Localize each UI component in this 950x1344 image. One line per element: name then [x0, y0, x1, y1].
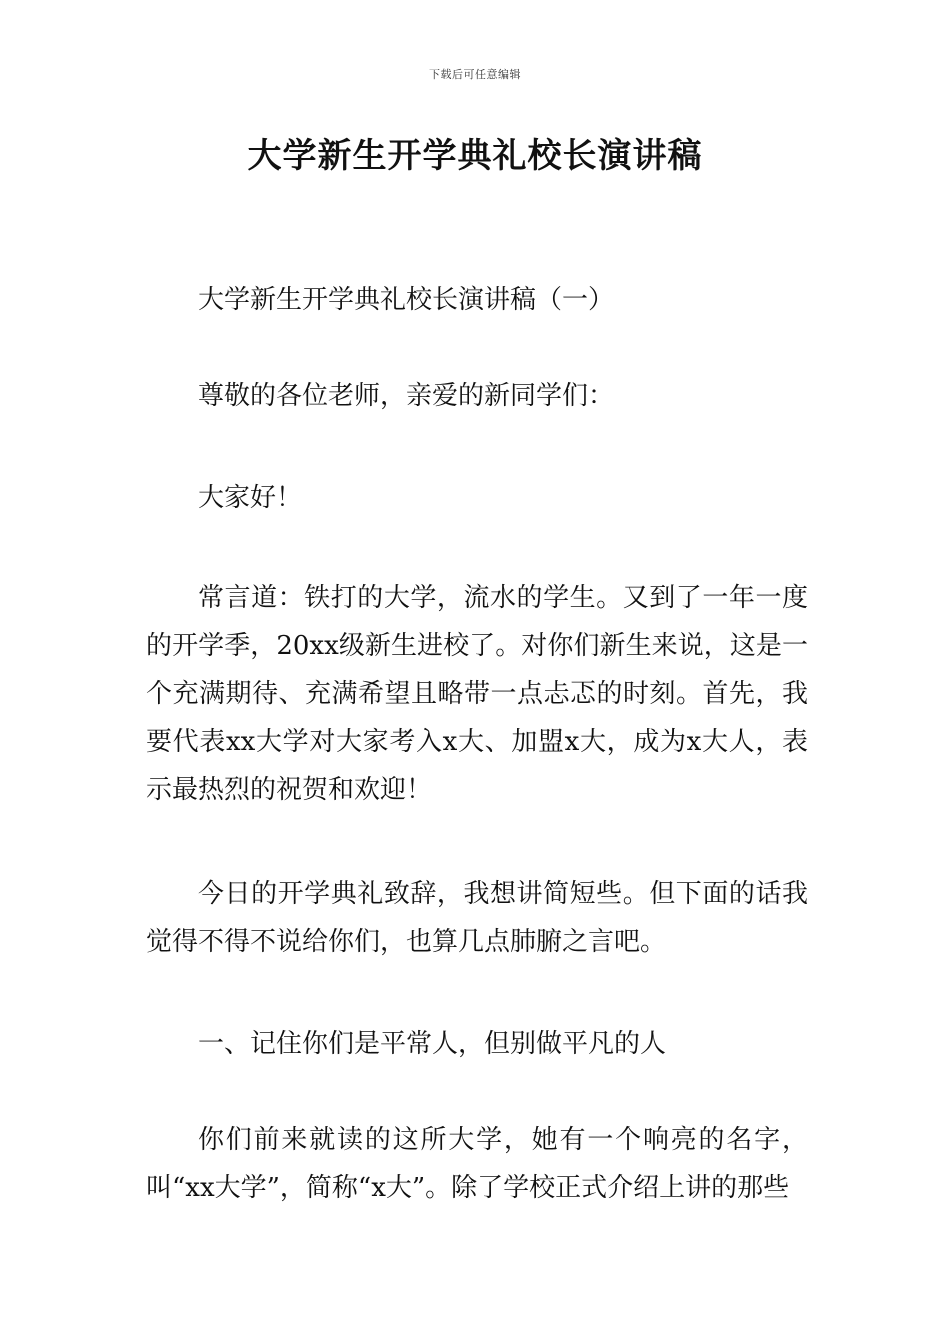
paragraph-intro: 今日的开学典礼致辞，我想讲简短些。但下面的话我觉得不得不说给你们，也算几点肺腑之言吧。: [146, 879, 808, 957]
document-title: 大学新生开学典礼校长演讲稿: [247, 136, 703, 176]
header-note: 下载后可任意编辑: [429, 68, 521, 81]
section-heading-one: 一、记住你们是平常人，但别做平凡的人: [198, 1029, 667, 1059]
paragraph-opening: 常言道：铁打的大学，流水的学生。又到了一年一度的开学季，20xx级新生进校了。对你们新生来说，这是一个充满期待、充满希望且略带一点忐忑的时刻。首先，我要代表xx大学对大家考入x大、加盟x大，成为x大人，表示最热烈的祝贺和欢迎！: [146, 583, 808, 805]
paragraph-salutation: 尊敬的各位老师，亲爱的新同学们：: [198, 381, 615, 411]
paragraph-subtitle: 大学新生开学典礼校长演讲稿（一）: [198, 285, 615, 315]
paragraph-greeting: 大家好！: [198, 483, 303, 513]
paragraph-university-name: 你们前来就读的这所大学，她有一个响亮的名字，叫“xx大学”，简称“x大”。除了学校正式介绍上讲的那些: [146, 1125, 808, 1203]
